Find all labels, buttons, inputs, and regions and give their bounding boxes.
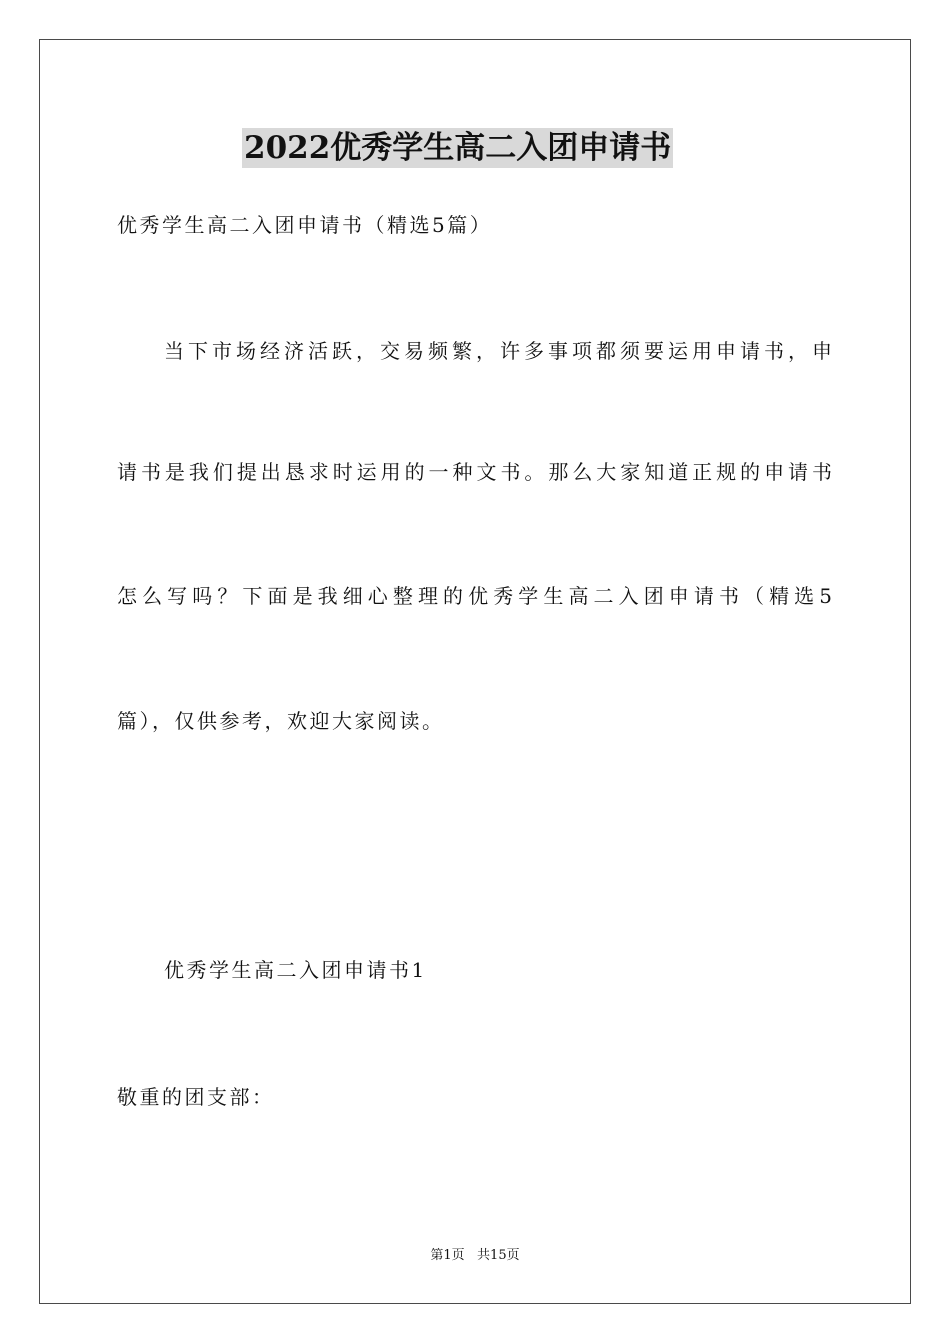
intro-paragraph-line-2: 请书是我们提出恳求时运用的一种文书。那么大家知道正规的申请书 bbox=[117, 460, 832, 484]
section-heading: 优秀学生高二入团申请书1 bbox=[164, 958, 427, 982]
intro-paragraph-line-1: 当下市场经济活跃，交易频繁，许多事项都须要运用申请书，申 bbox=[164, 339, 832, 363]
salutation: 敬重的团支部： bbox=[117, 1085, 275, 1109]
document-title: 2022优秀学生高二入团申请书 bbox=[244, 130, 672, 166]
document-subtitle: 优秀学生高二入团申请书（精选5篇） bbox=[117, 213, 493, 237]
intro-paragraph-line-4: 篇），仅供参考，欢迎大家阅读。 bbox=[117, 709, 445, 733]
page-footer: 第1页 共15页 bbox=[430, 1248, 520, 1263]
intro-paragraph-line-3: 怎么写吗？下面是我细心整理的优秀学生高二入团申请书（精选5 bbox=[117, 584, 832, 608]
